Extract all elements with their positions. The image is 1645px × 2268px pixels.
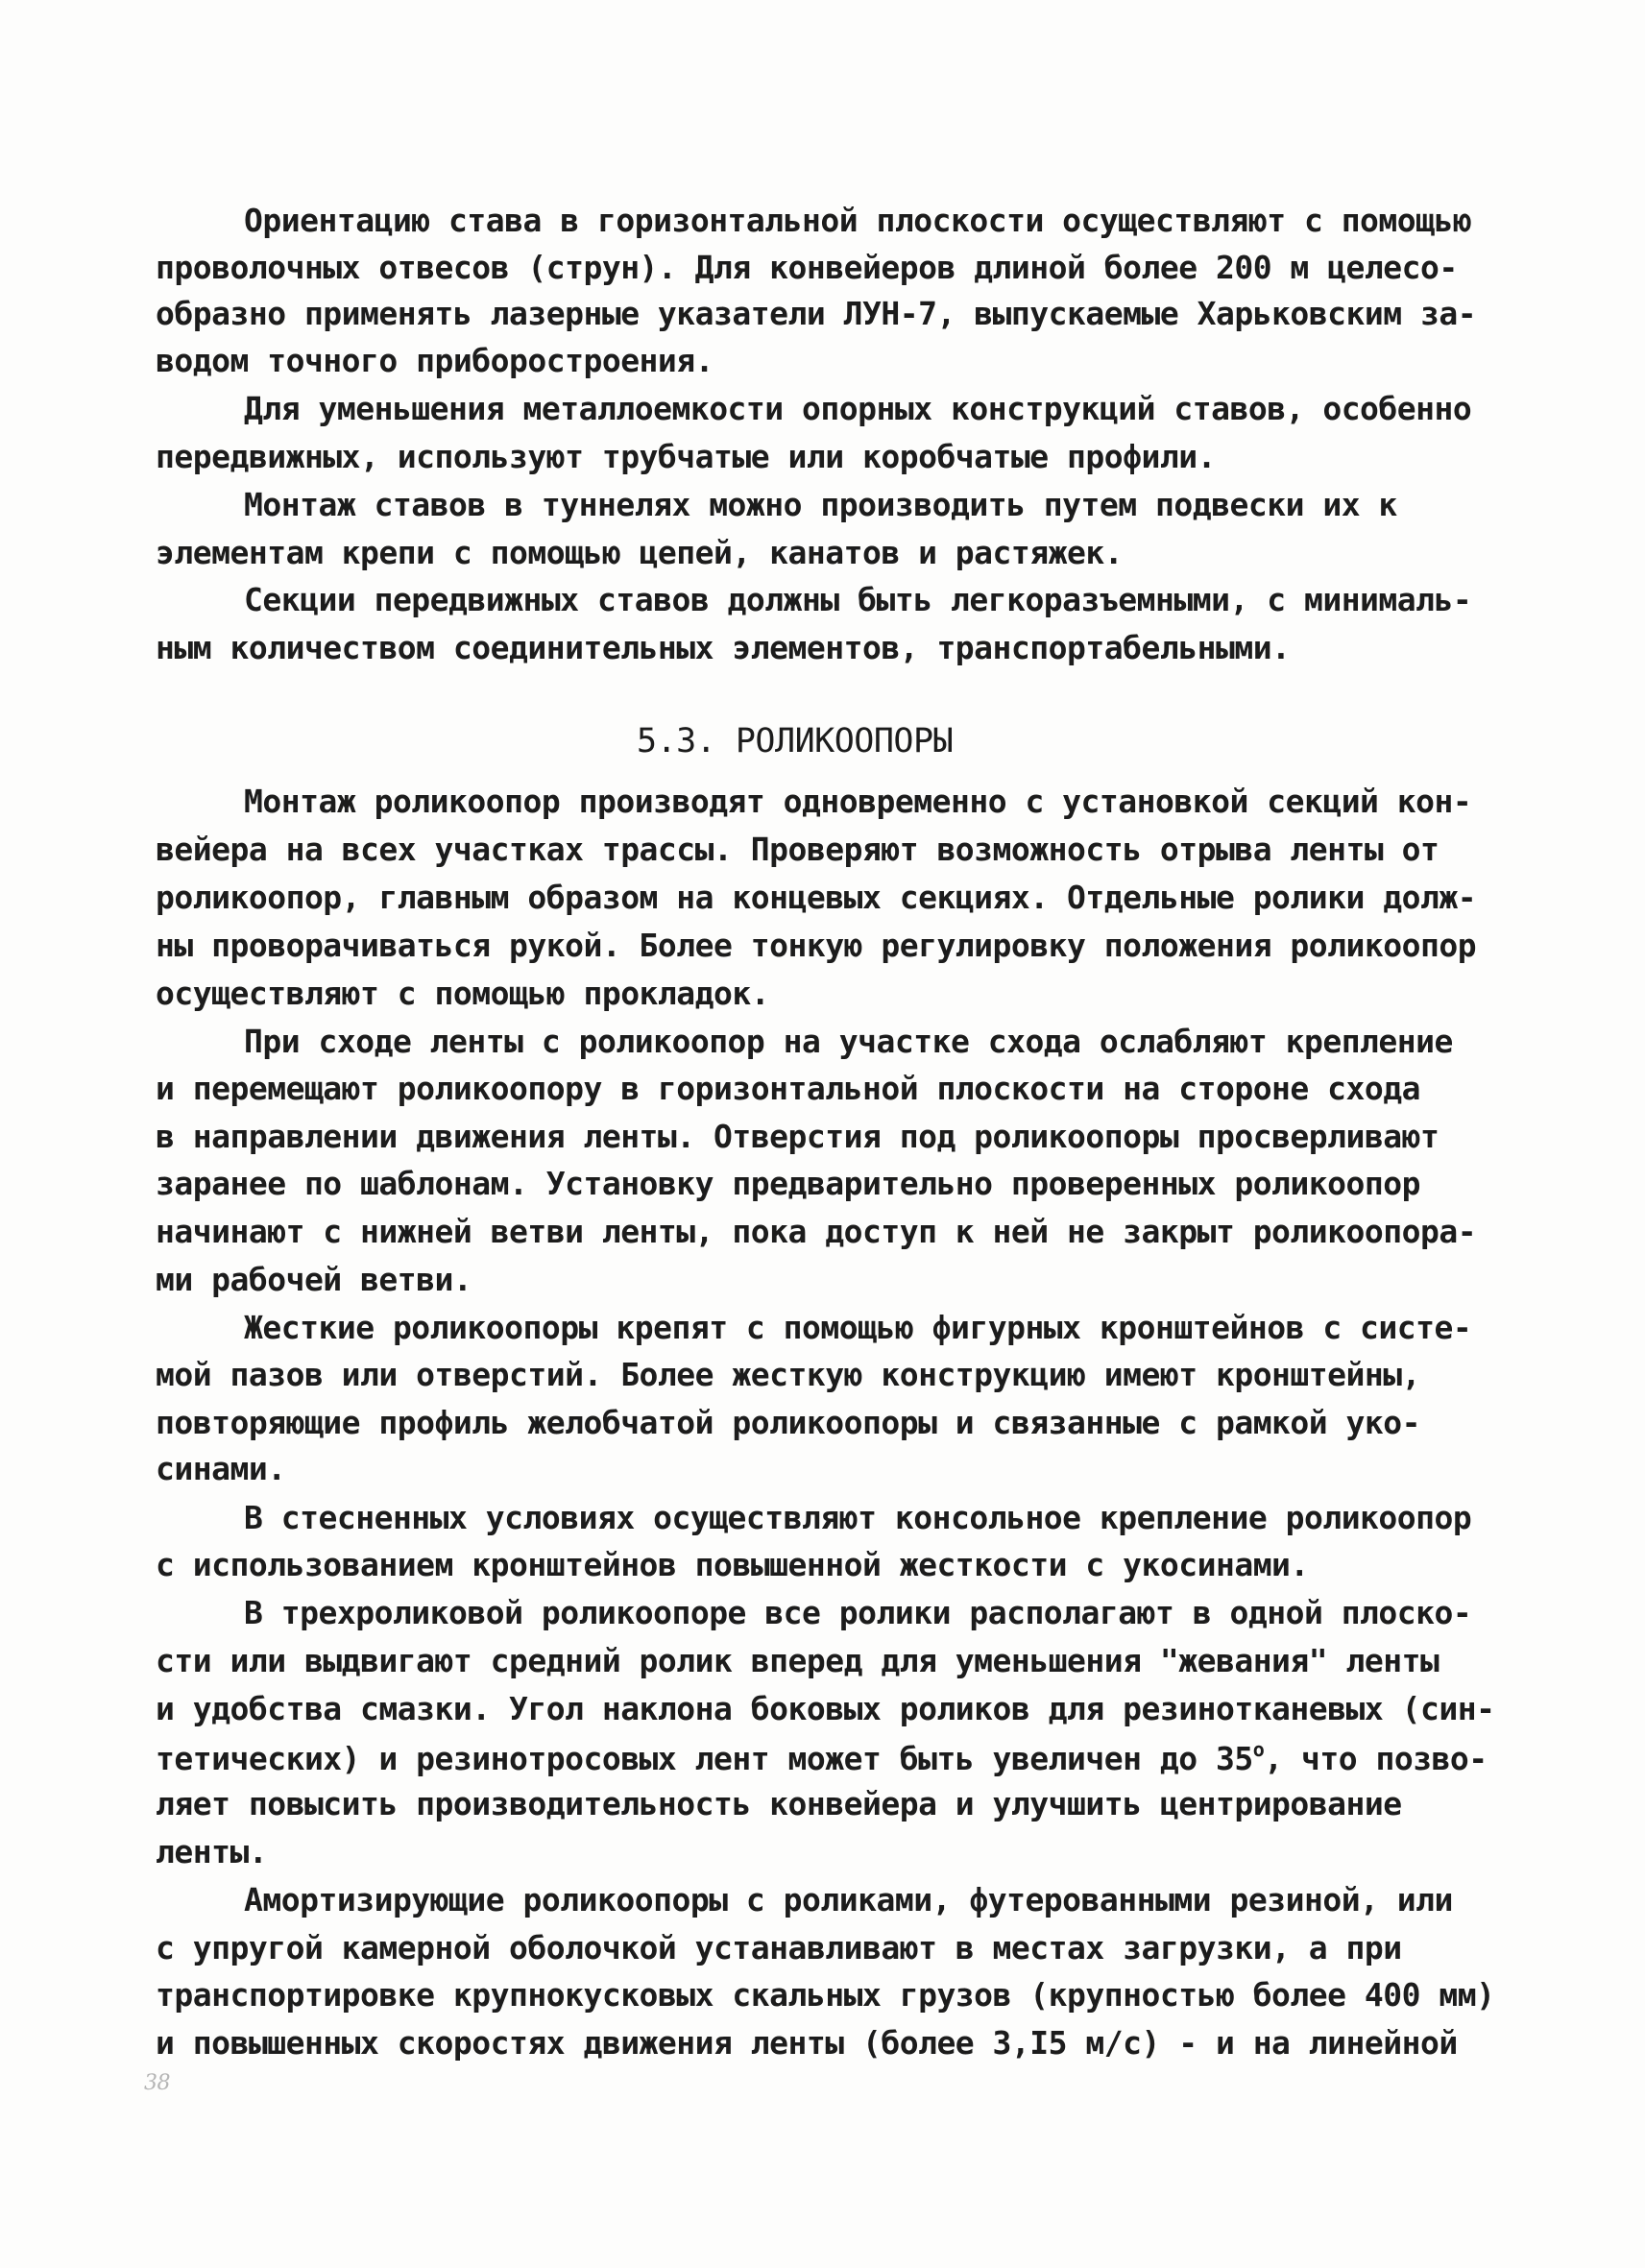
text-line: Монтаж ставов в туннелях можно производить путем подвески их к <box>244 486 1397 523</box>
text-line: вейера на всех участках трассы. Проверяют возможность отрыва ленты от <box>156 831 1439 868</box>
section-heading: 5.3. РОЛИКООПОРЫ <box>637 722 954 760</box>
text-line: ны проворачиваться рукой. Более тонкую регулировку положения роликоопор <box>156 927 1477 964</box>
text-line: Амортизирующие роликоопоры с роликами, футерованными резиной, или <box>244 1881 1453 1918</box>
text-line: повторяющие профиль желобчатой роликоопоры и связанные с рамкой укo- <box>156 1404 1421 1441</box>
text-line: начинают с нижней ветви ленты, пока доступ к ней не закрыт роликоопора- <box>156 1213 1477 1250</box>
text-line: сти или выдвигают средний ролик вперед для уменьшения "жевания" ленты <box>156 1642 1439 1679</box>
text-line: и повышенных скоростях движения ленты (более 3,I5 м/с) - и на линейной <box>156 2024 1458 2062</box>
text-line: в направлении движения ленты. Отверстия под роликоопоры просверливают <box>156 1118 1439 1155</box>
text-line: ленты. <box>156 1833 268 1870</box>
text-line: Монтаж роликоопор производят одновременно с установкой секций кон- <box>244 783 1472 820</box>
text-line: осуществляют с помощью прокладок. <box>156 975 770 1012</box>
text-segment: , что позво- <box>1264 1740 1488 1777</box>
text-line: ным количеством соединительных элементов, транспортабельными. <box>156 629 1291 666</box>
degree-superscript: о <box>1252 1738 1265 1761</box>
text-line: Для уменьшения металлоемкости опорных конструкций ставов, особенно <box>244 390 1472 427</box>
text-line: мой пазов или отверстий. Более жесткую конструкцию имеют кронштейны, <box>156 1356 1421 1393</box>
text-line: элементам крепи с помощью цепей, канатов и растяжек. <box>156 534 1124 571</box>
text-line: ми рабочей ветви. <box>156 1261 472 1298</box>
text-line: водом точного приборостроения. <box>156 342 714 379</box>
text-line: с использованием кронштейнов повышенной жесткости с укосинами. <box>156 1546 1309 1583</box>
text-line: с упругой камерной оболочкой устанавливают в местах загрузки, а при <box>156 1929 1402 1966</box>
text-line: Ориентацию става в горизонтальной плоскости осуществляют с помощью <box>244 202 1472 239</box>
text-line: передвижных, используют трубчатые или коробчатые профили. <box>156 438 1216 475</box>
text-line: и перемещают роликоопору в горизонтальной плоскости на стороне схода <box>156 1070 1421 1107</box>
text-line: и удобства смазки. Угол наклона боковых роликов для резинотканевых (син- <box>156 1690 1495 1727</box>
text-line: В стесненных условиях осуществляют консольное крепление роликоопор <box>244 1499 1472 1536</box>
text-line: Жесткие роликоопоры крепят с помощью фигурных кронштейнов с систе- <box>244 1309 1472 1346</box>
text-line: синами. <box>156 1450 286 1487</box>
text-line: При сходе ленты с роликоопор на участке схода ослабляют крепление <box>244 1023 1453 1060</box>
text-line: роликоопор, главным образом на концевых секциях. Отдельные ролики долж- <box>156 879 1477 916</box>
text-segment: тетических) и резинотросовых лент может быть увеличен до 35 <box>156 1740 1253 1777</box>
text-line: заранее по шаблонам. Установку предварительно проверенных роликоопор <box>156 1165 1421 1202</box>
text-line: Секции передвижных ставов должны быть легкоразъемными, с минималь- <box>244 581 1472 618</box>
text-line: проволочных отвесов (струн). Для конвейеров длиной более 200 м целесо- <box>156 249 1458 286</box>
text-line: ляет повысить производительность конвейера и улучшить центрирование <box>156 1785 1402 1822</box>
text-line: образно применять лазерные указатели ЛУН-7, выпускаемые Харьковским за- <box>156 295 1477 332</box>
text-line-with-superscript <box>156 1738 1488 1777</box>
page-number: 38 <box>144 2071 170 2095</box>
text-line: В трехроликовой роликоопоре все ролики располагают в одной плоско- <box>244 1594 1472 1631</box>
text-line: транспортировке крупнокусковых скальных грузов (крупностью более 400 мм) <box>156 1976 1495 2014</box>
